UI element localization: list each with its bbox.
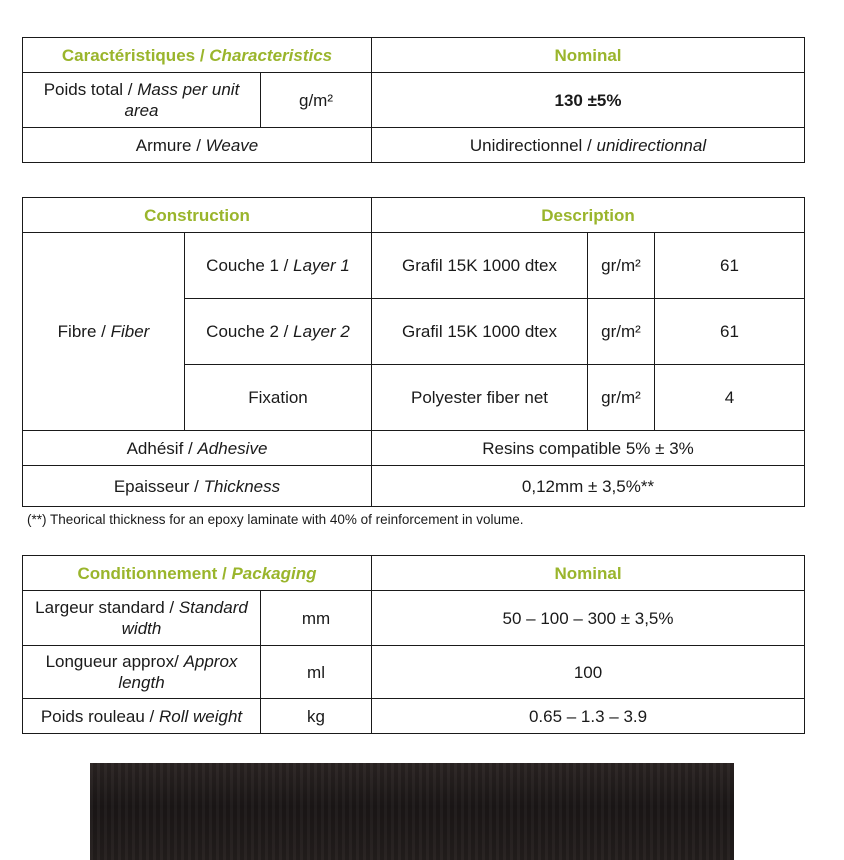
fabric-photo — [90, 763, 734, 860]
layer-unit: gr/m² — [588, 299, 655, 365]
width-label: Largeur standard / Standard width — [23, 591, 261, 646]
layer-material: Grafil 15K 1000 dtex — [372, 299, 588, 365]
mass-label: Poids total / Mass per unit area — [23, 73, 261, 128]
layer-name: Fixation — [185, 365, 372, 431]
roll-weight-unit: kg — [261, 699, 372, 734]
weave-value: Unidirectionnel / unidirectionnal — [372, 128, 805, 163]
layer-name: Couche 1 / Layer 1 — [185, 233, 372, 299]
length-label: Longueur approx/ Approx length — [23, 646, 261, 699]
packaging-table — [22, 555, 805, 734]
layer-name: Couche 2 / Layer 2 — [185, 299, 372, 365]
roll-weight-label: Poids rouleau / Roll weight — [23, 699, 261, 734]
construction-table — [22, 197, 805, 507]
weave-label: Armure / Weave — [23, 128, 372, 163]
thickness-label: Epaisseur / Thickness — [23, 466, 372, 507]
length-unit: ml — [261, 646, 372, 699]
thickness-value: 0,12mm ± 3,5%** — [372, 466, 805, 507]
packaging-header: Conditionnement / Packaging — [23, 556, 372, 591]
description-header: Description — [372, 198, 805, 233]
characteristics-table — [22, 37, 805, 163]
adhesive-value: Resins compatible 5% ± 3% — [372, 431, 805, 466]
mass-unit: g/m² — [261, 73, 372, 128]
fibre-label: Fibre / Fiber — [23, 233, 185, 431]
width-unit: mm — [261, 591, 372, 646]
characteristics-header: Caractéristiques / Characteristics — [23, 38, 372, 73]
length-value: 100 — [372, 646, 805, 699]
nominal-header: Nominal — [372, 556, 805, 591]
adhesive-label: Adhésif / Adhesive — [23, 431, 372, 466]
layer-value: 61 — [655, 233, 805, 299]
layer-material: Polyester fiber net — [372, 365, 588, 431]
construction-header: Construction — [23, 198, 372, 233]
width-value: 50 – 100 – 300 ± 3,5% — [372, 591, 805, 646]
layer-value: 61 — [655, 299, 805, 365]
layer-unit: gr/m² — [588, 233, 655, 299]
layer-unit: gr/m² — [588, 365, 655, 431]
layer-material: Grafil 15K 1000 dtex — [372, 233, 588, 299]
footnote: (**) Theorical thickness for an epoxy laminate with 40% of reinforcement in volume. — [27, 512, 524, 527]
layer-value: 4 — [655, 365, 805, 431]
mass-value: 130 ±5% — [372, 73, 805, 128]
roll-weight-value: 0.65 – 1.3 – 3.9 — [372, 699, 805, 734]
nominal-header: Nominal — [372, 38, 805, 73]
